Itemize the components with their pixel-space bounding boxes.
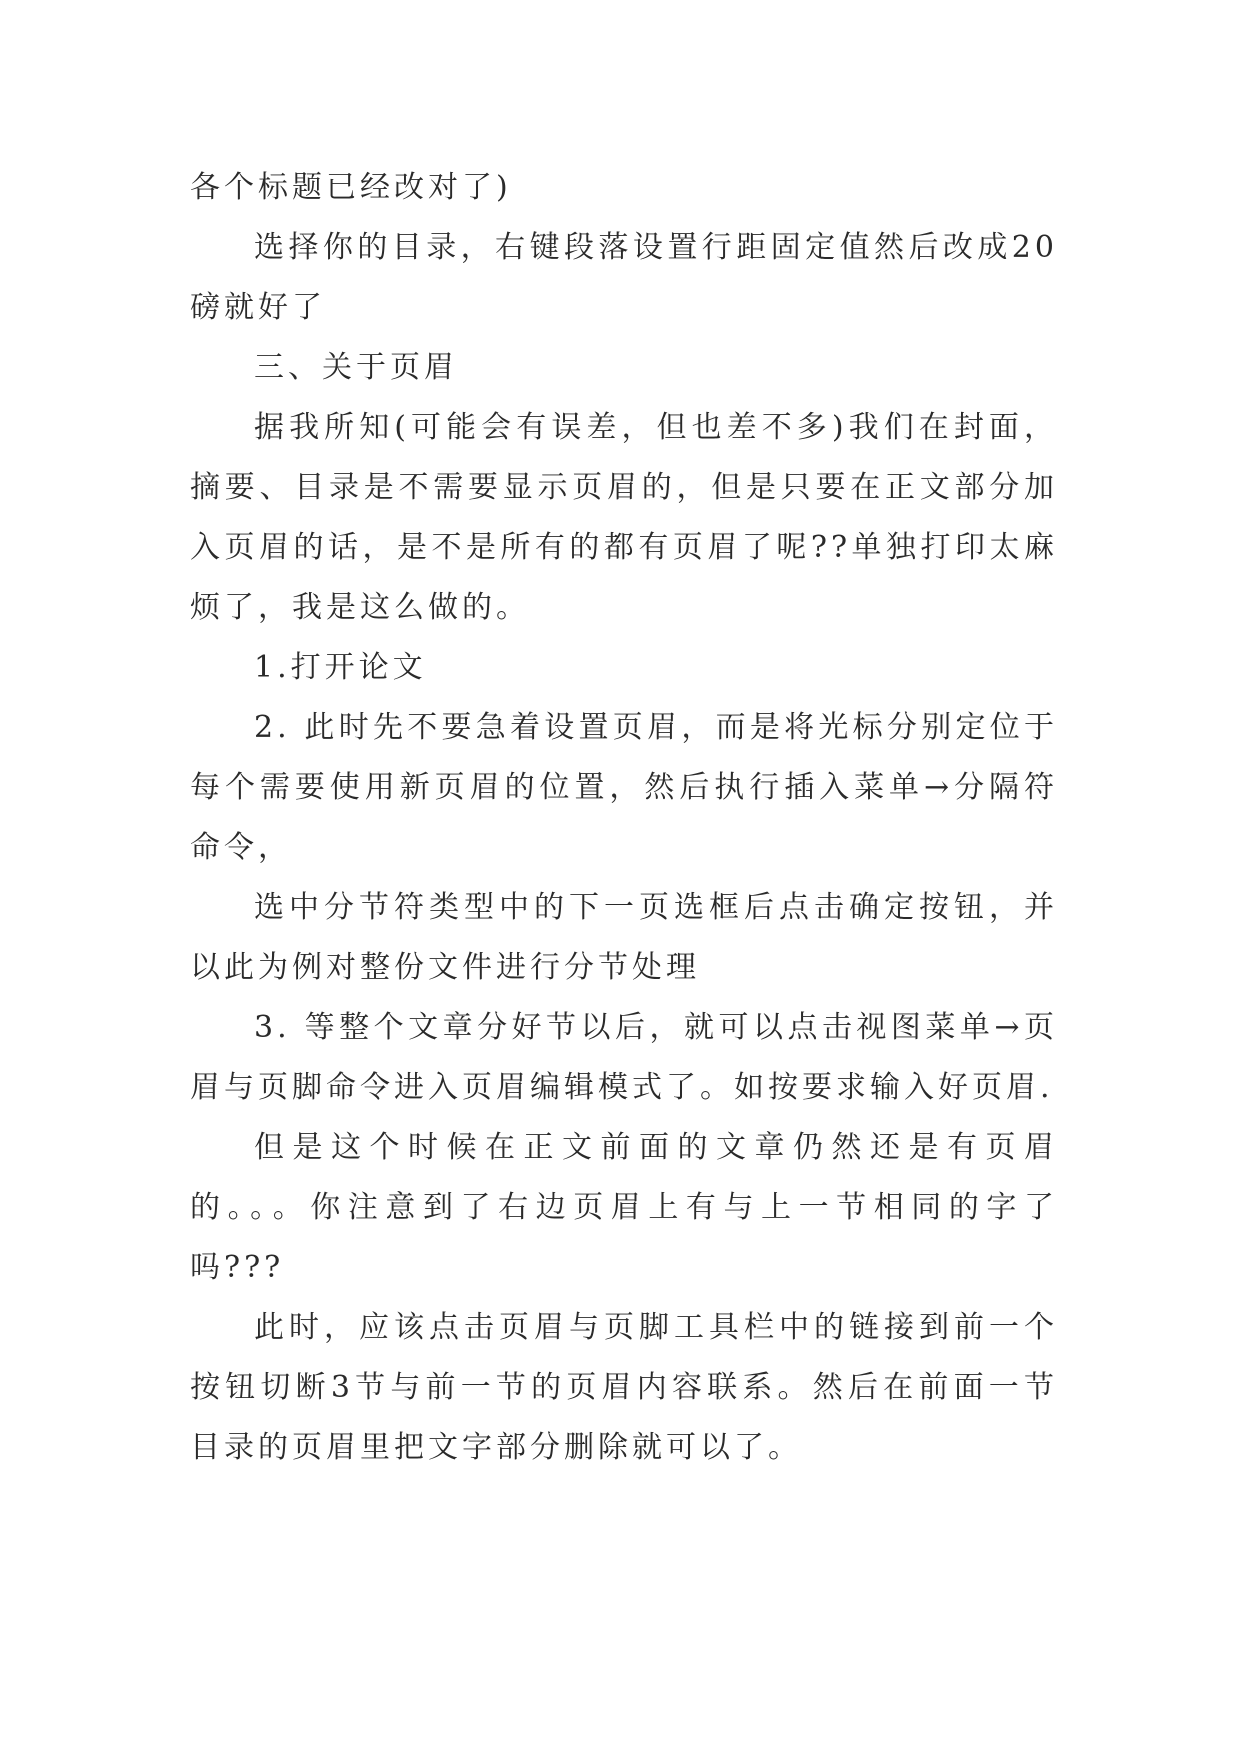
paragraph-heading-continuation: 各个标题已经改对了)	[190, 170, 512, 205]
document-body	[190, 158, 1058, 1478]
step-1-open-paper: 1.打开论文	[254, 650, 427, 685]
paragraph-header-still-present: 但是这个时候在正文前面的文章仍然还是有页眉的。。。你注意到了右边页眉上有与上一节相同的字了吗???	[190, 1130, 1058, 1285]
step-3-header-edit-mode: 3. 等整个文章分好节以后，就可以点击视图菜单→页眉与页脚命令进入页眉编辑模式了。如按要求输入好页眉.	[190, 1010, 1058, 1105]
section-heading-header: 三、关于页眉	[254, 350, 458, 385]
paragraph-line-spacing-instruction: 选择你的目录，右键段落设置行距固定值然后改成20磅就好了	[190, 230, 1058, 325]
step-2-insert-break: 2. 此时先不要急着设置页眉，而是将光标分别定位于每个需要使用新页眉的位置，然后执行插入菜单→分隔符命令，	[190, 710, 1058, 865]
paragraph-section-break-type: 选中分节符类型中的下一页选框后点击确定按钮，并以此为例对整份文件进行分节处理	[190, 890, 1058, 985]
paragraph-header-intro: 据我所知(可能会有误差，但也差不多)我们在封面，摘要、目录是不需要显示页眉的，但是只要在正文部分加入页眉的话，是不是所有的都有页眉了呢??单独打印太麻烦了，我是这么做的。	[190, 410, 1058, 625]
paragraph-unlink-header: 此时，应该点击页眉与页脚工具栏中的链接到前一个按钮切断3节与前一节的页眉内容联系。然后在前面一节目录的页眉里把文字部分删除就可以了。	[190, 1310, 1058, 1465]
